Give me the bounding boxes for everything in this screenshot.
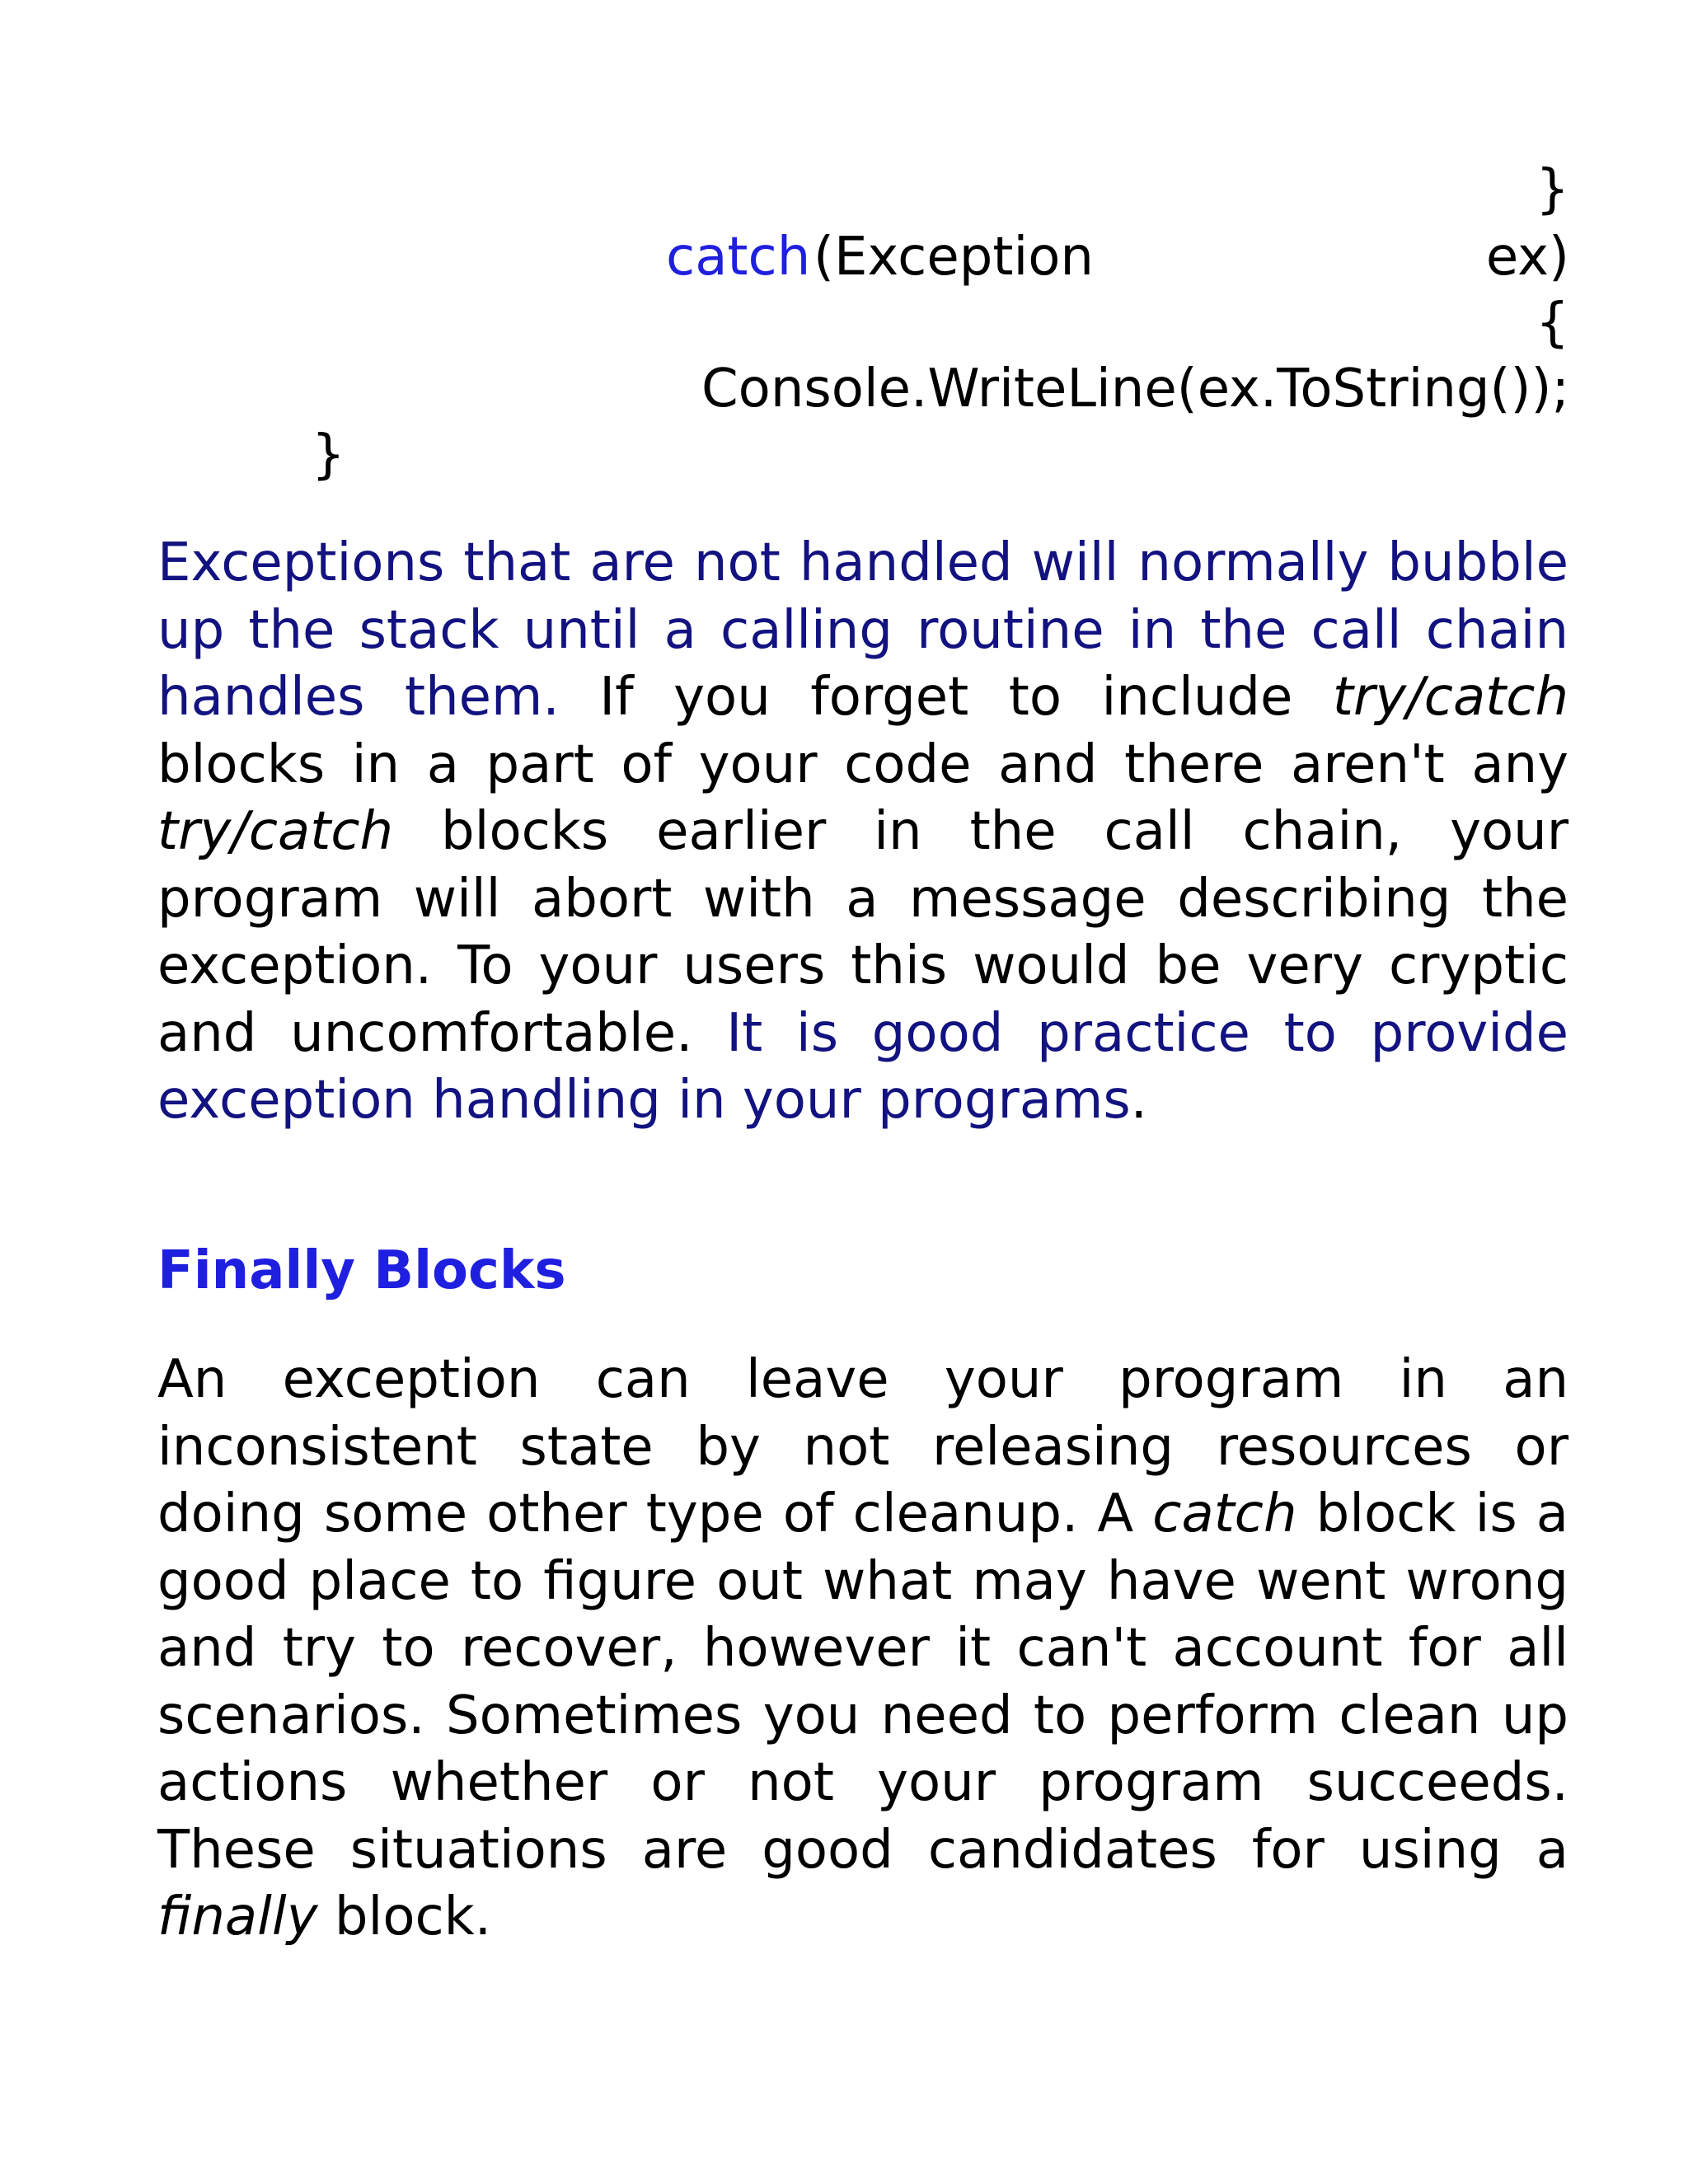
highlighted-text: Exceptions that are not handled will normally bubble up the stack until a calling routine in the call chain handles them. bbox=[157, 532, 1568, 728]
section-heading: Finally Blocks bbox=[157, 1240, 566, 1301]
paragraph-finally-blocks bbox=[157, 1347, 1568, 1952]
emphasis-text: try/catch bbox=[1332, 667, 1569, 728]
code-open-brace: { bbox=[1536, 293, 1569, 354]
body-text: block. bbox=[317, 1886, 492, 1947]
code-close-brace: } bbox=[1536, 159, 1569, 220]
code-close-brace-outer: } bbox=[312, 424, 345, 485]
paragraph-unhandled-exceptions bbox=[157, 530, 1568, 1135]
code-catch-variable: ex) bbox=[1485, 227, 1569, 288]
emphasis-text: try/catch bbox=[157, 801, 394, 862]
emphasis-text: finally bbox=[157, 1886, 318, 1947]
code-catch-type: (Exception bbox=[814, 227, 1094, 288]
highlighted-text: It is good practice to provide exception handling in your programs bbox=[157, 1002, 1569, 1131]
emphasis-text: catch bbox=[1152, 1483, 1297, 1544]
body-text: blocks earlier in the call chain, your program will abort with a message describing the exception. To your users this would be very cryptic and uncomfortable. bbox=[157, 801, 1568, 1064]
code-console-writeline: Console.WriteLine(ex.ToString()); bbox=[701, 359, 1569, 419]
code-catch-keyword: catch bbox=[666, 227, 811, 288]
body-text: blocks in a part of your code and there aren't any bbox=[157, 733, 1568, 795]
body-text: An exception can leave your program in an inconsistent state by not releasing resources or doing some other type of cleanup. A bbox=[157, 1349, 1568, 1544]
body-text: If you forget to include bbox=[559, 667, 1333, 728]
body-text: block is a good place to figure out what may have went wrong and try to recover, however it can't account for all scenarios. Sometimes you need to perform clean up actions whether or not your program succeeds. These situations are good candidates for using a bbox=[157, 1483, 1569, 1881]
body-text: . bbox=[1130, 1070, 1147, 1131]
